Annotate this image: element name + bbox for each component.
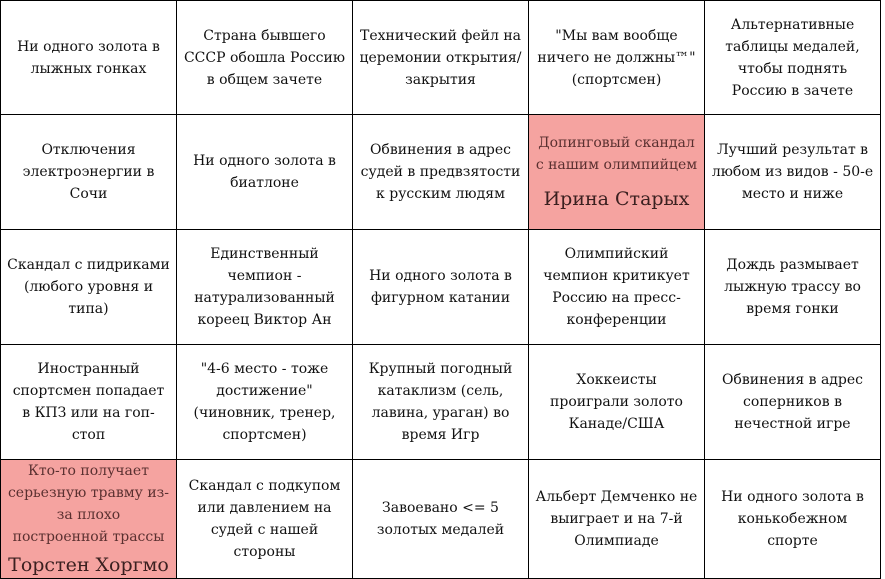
- bingo-cell: [528, 229, 705, 345]
- grid-row-2: [0, 115, 885, 230]
- bingo-cell: [352, 344, 529, 460]
- cell-text: Скандал с пидриками (любого уровня и типа): [7, 257, 170, 317]
- cell-text: Ни одного золота в лыжных гонках: [17, 38, 160, 77]
- bingo-cell: [176, 459, 353, 579]
- bingo-cell: [0, 344, 177, 460]
- cell-text: Кто-то получает серьезную травму из-за плохо построенной трассы: [7, 463, 170, 545]
- cell-text: Технический фейл на церемонии открытия/закрытия: [359, 27, 522, 88]
- bingo-cell: [176, 0, 353, 115]
- cell-text: Ни одного золота в конькобежном спорте: [721, 489, 864, 549]
- cell-text: "4-6 место - тоже достижение" (чиновник, тренер, спортсмен): [193, 361, 336, 443]
- bingo-cell: [528, 459, 705, 579]
- bingo-cell: [704, 344, 881, 460]
- bingo-cell: [0, 114, 177, 230]
- cell-text: Единственный чемпион - натурализованный кореец Виктор Ан: [194, 246, 335, 328]
- grid-row-5: [0, 460, 885, 579]
- bingo-cell: [352, 114, 529, 230]
- bingo-cell: [352, 229, 529, 345]
- cell-text: Ни одного золота в биатлоне: [193, 153, 336, 191]
- cell-text: Обвинения в адрес соперников в нечестной игре: [721, 372, 864, 432]
- cell-text: Завоевано <= 5 золотых медалей: [376, 500, 505, 538]
- cell-text: Хоккеисты проиграли золото Канаде/США: [550, 372, 683, 432]
- cell-text: Ни одного золота в фигурном катании: [369, 268, 512, 306]
- bingo-cell: [704, 459, 881, 579]
- cell-text: Лучший результат в любом из видов - 50-е место и ниже: [711, 142, 874, 202]
- bingo-cell: [704, 114, 881, 230]
- grid-row-1: [0, 0, 885, 115]
- cell-text: Иностранный спортсмен попадает в КПЗ или на гоп-стоп: [12, 361, 165, 443]
- cell-text: Страна бывшего СССР обошла Россию в общем зачете: [183, 27, 346, 88]
- cell-text: Крупный погодный катаклизм (сель, лавина, ураган) во время Игр: [368, 361, 513, 443]
- athlete-name: Ирина Старых: [543, 188, 690, 210]
- bingo-cell-marked: [528, 114, 705, 230]
- cell-text: Олимпийский чемпион критикует Россию на пресс-конференции: [543, 246, 690, 328]
- athlete-name: Торстен Хоргмо: [8, 554, 169, 576]
- cell-text: Альберт Демченко не выиграет и на 7-й Олимпиаде: [535, 489, 698, 549]
- bingo-cell: [176, 229, 353, 345]
- bingo-cell: [704, 229, 881, 345]
- cell-text: "Мы вам вообще ничего не должны™" (спортсмен): [537, 27, 696, 88]
- bingo-cell: [528, 344, 705, 460]
- cell-text: Допинговый скандал с нашим олимпийцем: [535, 135, 698, 173]
- cell-text: Обвинения в адрес судей в предвзятости к русским людям: [360, 142, 521, 202]
- grid-row-3: [0, 230, 885, 345]
- bingo-cell: [352, 459, 529, 579]
- bingo-cell: [176, 114, 353, 230]
- grid-row-4: [0, 345, 885, 460]
- cell-text: Альтернативные таблицы медалей, чтобы поднять Россию в зачете: [725, 16, 860, 99]
- bingo-cell: [0, 0, 177, 115]
- cell-text: Скандал с подкупом или давлением на судей с нашей стороны: [188, 478, 341, 560]
- cell-text: Дождь размывает лыжную трассу во время гонки: [724, 257, 861, 317]
- bingo-cell: [352, 0, 529, 115]
- bingo-cell-marked: [0, 459, 177, 579]
- bingo-cell: [704, 0, 881, 115]
- bingo-cell: [528, 0, 705, 115]
- bingo-cell: [176, 344, 353, 460]
- bingo-cell: [0, 229, 177, 345]
- cell-text: Отключения электроэнергии в Сочи: [22, 142, 155, 202]
